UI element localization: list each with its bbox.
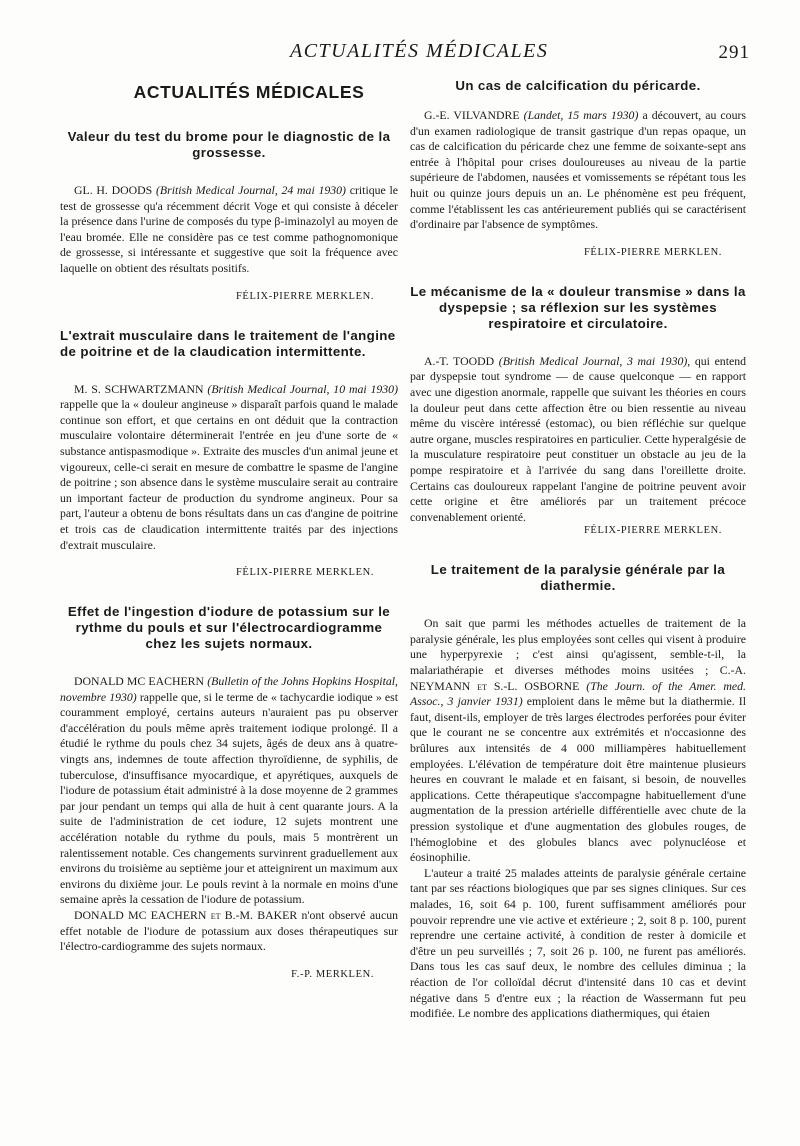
article-source: (Bulletin of the Johns Hopkins Hospital, novembre 1930) [60,674,398,704]
article-signature: FÉLIX-PIERRE MERKLEN. [583,246,722,258]
article-text: critique le test de grossesse qu'a récemment décrit Voge et qui consiste à déceler la présence dans l'urine de composés du type β-iminazolyl au moyen de l'eau bromée. Elle ne considère pas ce test comme pathognomonique de grossesse, si intéressante et suggestive que soit la fréquence avec laquelle on obtient des résultats positifs. [60,183,399,275]
article-title: Le mécanisme de la « douleur transmise » dans la dyspepsie ; sa réflexion sur les systèmes respiratoire et circulatoire. [410,283,746,331]
article-title: Le traitement de la paralysie générale par la diathermie. [430,562,726,594]
article-signature: F.-P. MERKLEN. [291,968,374,980]
article-author: C.-A. NEYMANN et S.-L. OSBORNE [410,663,746,693]
article-body [410,108,746,233]
article-signature: FÉLIX-PIERRE MERKLEN. [235,567,374,579]
article-body [60,183,398,277]
article-source: (British Medical Journal, 24 mai 1930) [155,183,346,197]
article-text: rappelle que la « douleur angineuse » disparaît parfois quand le malade continue son effort, et que certains en ont déduit que la contraction musculaire volontaire déterminerait l'entrée en jeu d'une sorte de « substance antispasmodique ». Extraite des muscles d'un animal jeune et vigoureux, celle-ci serait en mesure de combattre le spasme de l'angine de poitrine ; son absence dans le système musculaire serait au contraire un important facteur de production du syndrome angineux. Pour sa part, l'auteur a obtenu de bons résultats dans un cas d'angine de poitrine et trois cas de claudication intermittente traités par des injections d'extrait musculaire. [60,397,398,552]
article-text: On sait que parmi les méthodes actuelles de traitement de la paralysie générale, les plus employées sont celles qui visent à produire une hyperpyrexie ; c'est ainsi qu'agissent, semble-t-il, la malariathérapie et diverses méthodes moins usitées ; [410,616,746,678]
article-pericardium [410,78,746,258]
article-source: (British Medical Journal, 3 mai 1930), [498,353,691,368]
running-head-title: ACTUALITÉS MÉDICALES [290,40,549,62]
article-bromine-test [60,129,398,302]
article-body-2: L'auteur a traité 25 malades atteints de paralysie générale certaine tant par ses réactions biologiques que par ses signes cliniques. Sur ces malades, 16, soit 64 p. 100, furent suffisamment améliorés pour pouvoir reprendre une vie active et extérieure ; 2, soit 8 p. 100, purent reprendre une certaine activité, à condition de rester à domicile et d'être un peu surveillés ; 7, soit 26 p. 100, ne furent pas améliorés. Dans tous les cas sauf deux, le nombre des cellules diminua ; la réaction de l'or colloïdal décrut d'intensité dans 10 cas et devint négative dans 5 d'entre eux ; la réaction de Wassermann fut peu modifiée. Le nombre des applications diathermiques, qui étaien [410,865,746,1021]
article-source: (The Journ. of the Amer. med. Assoc., 3 janvier 1931) [410,678,746,709]
article-source: (British Medical Journal, 10 mai 1930) [207,381,399,396]
article-title: L'extrait musculaire dans le traitement de l'angine de poitrine et de la claudication intermittente. [60,327,396,359]
article-text: rappelle que, si le terme de « tachycardie iodique » est couramment employé, certains auteurs n'auraient pas pu observer d'accélération du pouls même après traitement iodique prolongé. Il a étudié le rythme du pouls chez 34 sujets, âgés de deux ans à quatre-vingts ans, indemnes de toute affection thyroïdienne, de syphilis, de tuberculose, d'insuffisance myocardique, et apyrétiques, auxquels de l'iodure de potassium était administré à la dose moyenne de 2 grammes par jour pendant un temps qui alla de huit à cent quarante jours. A la suite de l'administration de cet iodure, 12 sujets montrent une accélération notable du rythme du pouls, mais 5 montrèrent un ralentissement notable. Ces changements survinrent graduellement aux environs du troisième au septième jour et atteignirent un maximum aux environs du dixième jour. Le pouls revint à la normale en moins d'une semaine après la cessation de l'iodure de potassium. [60,689,398,907]
page-number: 291 [718,42,750,63]
article-text: qui entend par dyspepsie tout syndrome — de cause quelconque — en rapport avec une digestion anormale, rappelle que suivant les théories en cours la douleur peut dans cette affection être ou bien ressentie au niveau même du viscère intéressé (estomac), ou bien réfléchie sur quelque autre organe, muscles respiratoires en particulier. Cette hyperalgésie de la musculature respiratoire peut constituer un obstacle au jeu de la pompe respiratoire et à l'arrivée du sang dans l'oreillette droite. Certains cas douloureux rappelant l'angine de poitrine peuvent avoir cette origine et être améliorés par un traitement précoce convenablement orienté. [410,353,747,524]
section-title: ACTUALITÉS MÉDICALES [133,82,365,102]
left-column [60,78,398,980]
article-title: Un cas de calcification du péricarde. [455,78,701,93]
article-source: (Landet, 15 mars 1930) [523,108,639,122]
article-diathermy [410,562,746,1021]
article-text-2: n'ont observé aucun effet notable de l'iodure de potassium aux doses thérapeutiques sur l'électro-cardiogramme des sujets normaux. [60,908,398,954]
article-author: GL. H. DOODS [74,183,153,197]
article-signature: FÉLIX-PIERRE MERKLEN. [583,525,722,537]
article-author-2: DONALD MC EACHERN et B.-M. BAKER [74,908,298,922]
article-title: Valeur du test du brome pour le diagnostic de la grossesse. [67,129,391,160]
article-transmitted-pain [410,284,746,537]
article-signature: FÉLIX-PIERRE MERKLEN. [235,290,374,302]
article-author: G.-E. VILVANDRE [424,108,520,122]
article-body [60,674,398,908]
right-column [410,78,746,1022]
article-text: a découvert, au cours d'un examen radiologique de transit gastrique d'un repas opaque, un cas de calcification du péricarde chez une femme de soixante-sept ans entrée à l'hôpital pour crises douloureuses au niveau de la partie supérieure de l'abdomen, nausées et vomissements se répétant tous les huit ou quinze jours depuis un an. Le phénomène est peu fréquent, comme l'établissent les cas antérieurement publiés qui se caractérisent d'ordinaire par l'absence de symptômes. [410,108,746,232]
article-body [410,354,746,526]
article-author: DONALD MC EACHERN [74,674,205,689]
article-author: M. S. SCHWARTZMANN [74,381,204,396]
article-body [60,382,398,554]
article-text-cont: emploient dans le même but la diathermie. Il faut, disent-ils, employer de très larges électrodes perforées pour éviter que le courant ne se concentre aux extrémités et n'occasionne des brûlures aux intensités de 4 000 milliampères habituellement employées. L'élévation de température doit être maintenue plusieurs heures en couvrant le malade et en faisant, si besoin, de nouvelles applications. Cette thérapeutique s'accompagne habituellement d'une augmentation de la pression artérielle différentielle avec chute de la pression systolique et d'une augmentation des globules rouges, de l'hémoglobine et des globules blancs avec polynucléose et éosinophilie. [410,694,747,865]
article-author: A.-T. TOODD [424,353,495,368]
article-title: Effet de l'ingestion d'iodure de potassium sur le rythme du pouls et sur l'électrocardiogramme chez les sujets normaux. [67,604,391,652]
article-body-2 [60,908,398,955]
article-muscle-extract [60,328,398,579]
article-potassium-iodide [60,604,398,980]
article-body [410,616,746,866]
